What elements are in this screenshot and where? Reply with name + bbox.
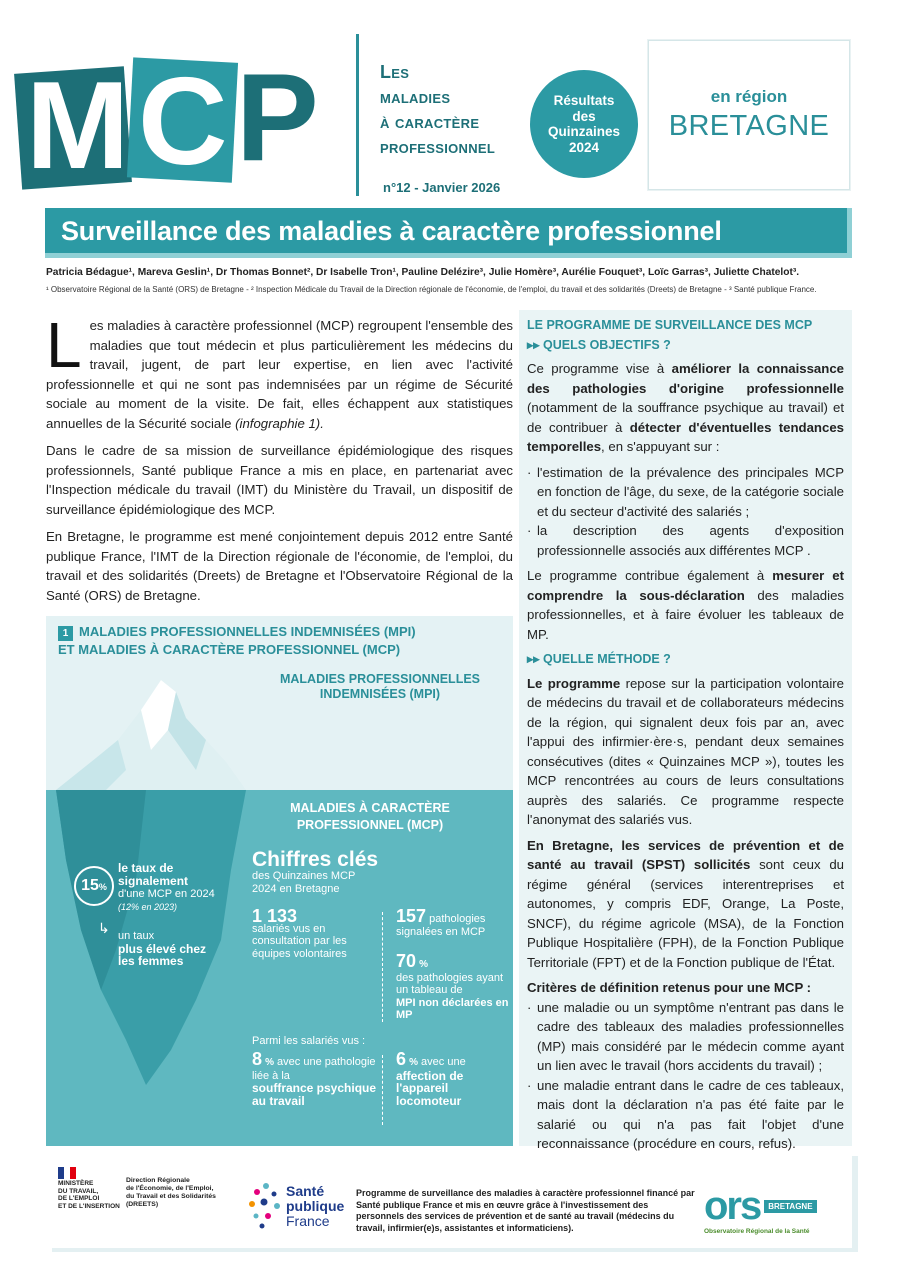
svg-text:M: M [26,57,122,195]
arrow-icon: ↳ [98,920,110,936]
region-box: en région BRETAGNE [648,40,850,190]
page-title: Surveillance des maladies à caractère professionnel [45,208,852,258]
intro-paragraph-3: En Bretagne, le programme est mené conjointement depuis 2012 entre Santé publique France, l'IMT de la Direction régionale de l'économie, de l'emploi, du travail et des solidarités (Dreets) de Bretagne et l'Observatoire Régional de la Santé (ORS) de Bretagne. [46,529,513,603]
svg-text:C: C [138,53,228,191]
stat-locomotor: 6 % avec une affection de l'appareil locomoteur [396,1049,466,1108]
signalement-rate: 15% [74,866,114,906]
results-badge: Résultats des Quinzaines 2024 [530,70,638,178]
sante-publique-dots-icon [246,1180,286,1232]
objectives-text: Ce programme vise à améliorer la connaissance des pathologies d'origine professionnelle (notamment de la souffrance psychique au travail) et de contribuer à détecter d'éventuelles tendances temporelles, en s'appuyant sur : [527,361,844,454]
method-heading: ▸▸ QUELLE MÉTHODE ? [527,652,671,666]
objectives-heading: ▸▸ QUELS OBJECTIFS ? [527,337,671,352]
dropcap: L [46,309,82,381]
method-text: Le programme repose sur la participation volontaire de médecins du travail et de collaborateurs médecins de la région, qui signalent deux fois par an, avec l'appui des infirmier·ère·s, pendant deux semaines consécutives (dites « Quinzaines MCP »), toutes les MCP rencontrées au cours de leurs consultations auprès des salariés. Ce programme respecte l'anonymat des salariés vus. [527,675,844,827]
key-figures-title: Chiffres clés [252,848,379,871]
mcp-logo [12,40,342,200]
issue-number: n°12 - Janvier 2026 [383,180,501,195]
infographic-title: 1 MALADIES PROFESSIONNELLES INDEMNISÉES (MPI) ET MALADIES À CARACTÈRE PROFESSIONNEL (MCP) [58,624,416,657]
sante-publique-logo: Santé publique France [286,1183,345,1229]
ministry-logo: MINISTÈRE DU TRAVAIL, DE L'EMPLOI ET DE L'INSERTION [58,1180,120,1210]
header-divider [356,34,359,196]
series-title: Les maladies à caractère professionnel [380,62,496,157]
list-item: · une maladie ou un symptôme n'entrant pas dans le cadre des tableaux des maladies professionnelles (MP) mais considéré par le médecin comme ayant un lien avec le travail (hors accidents du travail) ; [527,998,844,1076]
list-item: · une maladie entrant dans le cadre de ces tableaux, mais dont la déclaration n'a pas été faite par le salarié ou qui n'a pas fait l'objet d'une reconnaissance (procédure en cours, refus). [527,1076,844,1154]
intro-paragraph-2: Dans le cadre de sa mission de surveillance épidémiologique des risques professionnels, Santé publique France a mis en place, en partenariat avec l'Inspection médicale du travail (IMT) du Ministère du Travail, un dispositif de surveillance épidémiologique des MCP. [46,443,513,517]
stat-divider [382,912,383,1022]
list-item: · l'estimation de la prévalence des principales MCP en fonction de l'âge, du sexe, de la catégorie sociale et du secteur d'activité des salariés ; [527,463,844,522]
program-heading: LE PROGRAMME DE SURVEILLANCE DES MCP [527,318,813,332]
funding-text: Programme de surveillance des maladies à caractère professionnel financé par Santé publique France et mis en œuvre grâce à l'investissement des personnels des services de prévention et de santé au travail (médecins du travail, infirmier(e)s, assistantes et informaticiens). [356,1188,695,1233]
criteria-heading: Critères de définition retenus pour une MCP : [527,980,812,995]
mpi-label: MALADIES PROFESSIONNELLES INDEMNISÉES (MPI) [279,672,481,701]
stat-undeclared: 70 % des pathologies ayant un tableau de MPI non déclarées en MP [396,951,509,1021]
program-section [519,310,852,1151]
among-employees: Parmi les salariés vus : [252,1035,366,1047]
stat-psychic: 8 % avec une pathologie liée à la souffrance psychique au travail [252,1049,377,1108]
key-figures-subtitle: des Quinzaines MCP 2024 en Bretagne [252,870,356,895]
svg-text:P: P [236,49,319,187]
ors-logo: ors BRETAGNE Observatoire Régional de la Santé [704,1186,844,1235]
stat-employees: 1 133 salariés vus en consultation par les équipes volontaires [252,906,347,960]
iceberg-tip-illustration [46,670,246,794]
stat-divider [382,1055,383,1125]
underreporting-text: Le programme contribue également à mesurer et comprendre la sous-déclaration des maladies professionnelles, et à faire évoluer les tableaux de MP. [527,568,844,642]
dreets-name: Direction Régionale de l'Économie, de l'Emploi, du Travail et des Solidarités (DREETS) [126,1177,216,1208]
mcp-label: MALADIES À CARACTÈRE PROFESSIONNEL (MCP) [290,801,450,832]
affiliations: ¹ Observatoire Régional de la Santé (ORS) de Bretagne - ² Inspection Médicale du Travail de la Direction régionale de l'économie, de l'emploi, du travail et des solidarités (Dreets) de Bretagne - ³ Santé publique France. [46,285,817,294]
intro-text: Les maladies à caractère professionnel (MCP) regroupent l'ensemble des maladies que tout médecin et plus particulièrement les médecins du travail, jugent, de part leur expertise, en lien avec l'activité professionnelle et qui ne sont pas indemnisées par un régime de Sécurité sociale au moment de la visite. De fait, elles échappent aux statistiques annuelles de la Sécurité sociale (infographie 1). Dans le cadre de sa mission de surveillance épidémiologique des risques professionnels, Santé publique France a mis en place, en partenariat avec l'Inspection médicale du travail (IMT) du Ministère du Travail, un dispositif de surveillance épidémiologique des MCP. En Bretagne, le programme est mené conjointement depuis 2012 entre Santé publique France, l'IMT de la Direction régionale de l'économie, de l'emploi, du travail et des solidarités (Dreets) de Bretagne et l'Observatoire Régional de la Santé (ORS) de Bretagne. [46,316,513,613]
authors: Patricia Bédague¹, Mareva Geslin¹, Dr Thomas Bonnet², Dr Isabelle Tron¹, Pauline Delézire³, Julie Homère³, Aurélie Fouquet³, Loïc Garras³, Juliette Chatelot³. [46,267,800,278]
stat-pathologies: 157 pathologies signalées en MCP [396,906,486,938]
spst-text: En Bretagne, les services de prévention et de santé au travail (SPST) sollicités sont ceux du régime général (services interentreprises et autonomes, y compris EDF, Orange, La Poste, SNCF), du régime agricole (MSA), de la Fonction Publique Hospitalière (FPH), de la Fonction Publique Territoriale (FPT) et de la Fonction publique de l'État. [527,837,845,970]
signalement-text: le taux de signalement d'une MCP en 2024 (12% en 2023) [118,861,215,912]
women-rate: un taux plus élevé chez les femmes [118,930,207,968]
list-item: · la description des agents d'exposition professionnelle associés aux différentes MCP . [527,521,844,560]
